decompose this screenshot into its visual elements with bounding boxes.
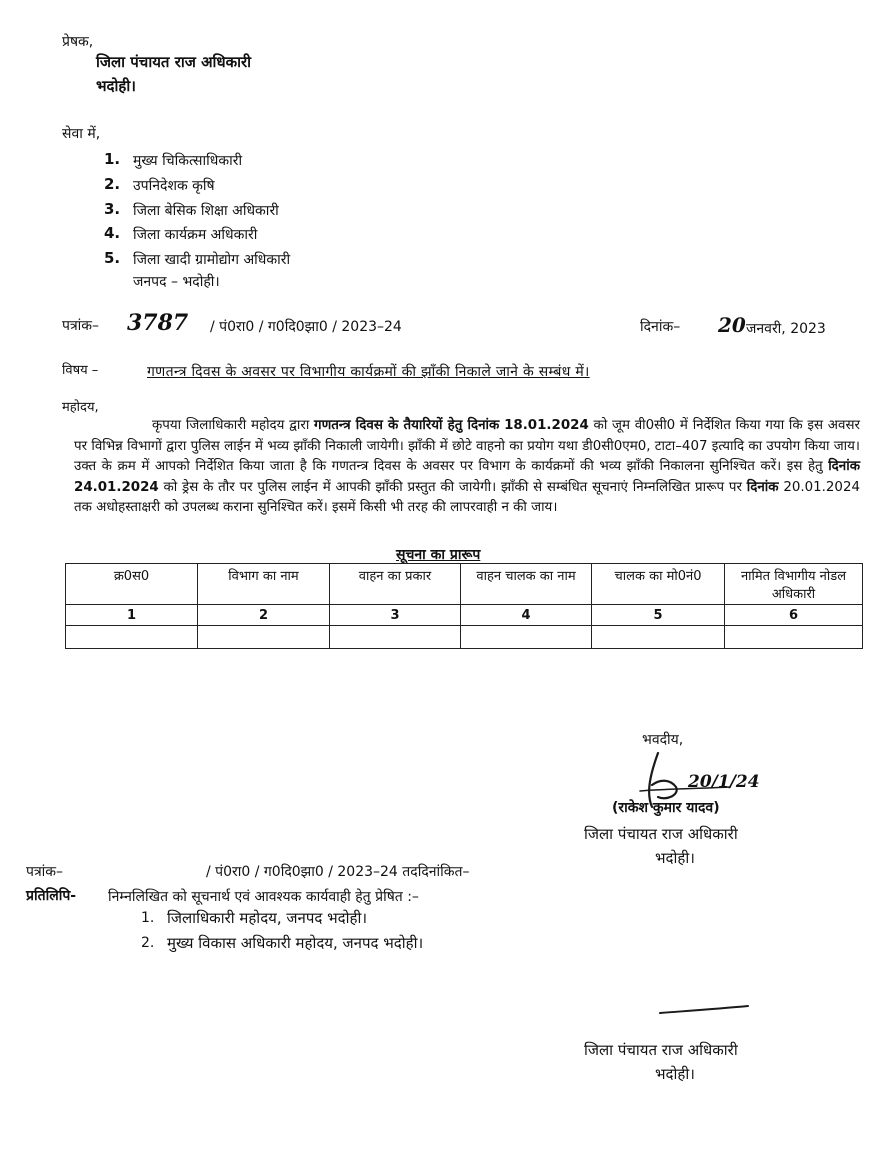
- recipients-label: सेवा में,: [62, 126, 101, 142]
- table-empty-row: [66, 626, 863, 649]
- recipient-num: 5.: [104, 249, 121, 267]
- table-cell: [725, 626, 863, 649]
- table-cell: 1: [66, 605, 198, 626]
- table-cell: 4: [461, 605, 592, 626]
- copy-ref-label: पत्रांक–: [26, 864, 64, 880]
- table-header-cell: नामित विभागीय नोडल अधिकारी: [725, 564, 863, 605]
- table-cell: [592, 626, 725, 649]
- table-cell: [198, 626, 330, 649]
- date-label: दिनांक–: [640, 319, 681, 335]
- recipient-item: जिला खादी ग्रामोद्योग अधिकारी: [133, 252, 291, 268]
- ref-number: 3787: [127, 310, 189, 336]
- body-text: तक अधोहस्ताक्षरी को उपलब्ध कराना सुनिश्चित करें। इसमें किसी भी तरह की लापरवाही न की जाय।: [74, 500, 558, 515]
- recipient-district: जनपद – भदोही।: [133, 274, 220, 290]
- table-number-row: [66, 605, 863, 626]
- table-cell: [461, 626, 592, 649]
- table-cell: [66, 626, 198, 649]
- copy-item-num: 1.: [141, 910, 155, 926]
- recipient-item: उपनिदेशक कृषि: [133, 178, 215, 194]
- table-header-row: [66, 564, 863, 605]
- signatory-place: भदोही।: [655, 849, 695, 867]
- signatory2-designation: जिला पंचायत राज अधिकारी: [584, 1041, 738, 1059]
- signatory-designation: जिला पंचायत राज अधिकारी: [584, 825, 738, 843]
- subject-text: गणतन्त्र दिवस के अवसर पर विभागीय कार्यक्रमों की झाँकी निकाले जाने के सम्बंध में।: [147, 364, 590, 380]
- sender-place: भदोही।: [96, 77, 136, 95]
- table-header-cell: क्र0स0: [66, 564, 198, 605]
- sender-label: प्रेषक,: [62, 34, 94, 50]
- body-paragraph: [74, 416, 860, 519]
- signatory2-place: भदोही।: [655, 1065, 695, 1083]
- ref-suffix: / पं0रा0 / ग0दि0झा0 / 2023–24: [210, 319, 402, 335]
- table-header-cell: चालक का मो0नं0: [592, 564, 725, 605]
- body-text: को जूम वी0सी0 में निर्देशित किया गया कि इस अवसर पर विभिन्न विभागों द्वारा पुलिस लाईन में भव्य झाँकी निकाली जायेगी। झाँकी में छोटे वाहनो का प्रयोग यथा डी0सी0एम0, टाटा–407 इत्यादि का उपयोग किया जाय। उक्त के क्रम में आपको निर्देशित किया जाता है कि गणतन्त्र दिवस के अवसर पर विभाग के कार्यक्रमों की भव्य झाँकी निकालना सुनिश्चित करें। इस हेतु: [74, 418, 860, 474]
- recipient-item: जिला बेसिक शिक्षा अधिकारी: [133, 203, 279, 219]
- body-bold-text: दिनांक: [746, 479, 779, 495]
- table-cell: [330, 626, 461, 649]
- table-header-cell: विभाग का नाम: [198, 564, 330, 605]
- table-cell: 5: [592, 605, 725, 626]
- subject-label: विषय –: [62, 363, 99, 378]
- signature-date: 20/1/24: [688, 772, 760, 792]
- recipient-item: मुख्य चिकित्साधिकारी: [133, 153, 243, 169]
- copy-item-num: 2.: [141, 935, 155, 951]
- copy-label: प्रतिलिपि-: [26, 888, 77, 904]
- salutation: महोदय,: [62, 400, 99, 415]
- sender-designation: जिला पंचायत राज अधिकारी: [96, 53, 252, 71]
- closing: भवदीय,: [642, 732, 684, 748]
- copy-ref-suffix: / पं0रा0 / ग0दि0झा0 / 2023–24 तददिनांकित–: [206, 864, 470, 880]
- table-cell: 3: [330, 605, 461, 626]
- recipient-num: 1.: [104, 150, 121, 168]
- table-header-cell: वाहन का प्रकार: [330, 564, 461, 605]
- copy-intro: निम्नलिखित को सूचनार्थ एवं आवश्यक कार्यवाही हेतु प्रेषित :–: [108, 889, 419, 905]
- recipient-num: 2.: [104, 175, 121, 193]
- date-rest: जनवरी, 2023: [746, 321, 826, 337]
- body-bold-text: गणतन्त्र दिवस के तैयारियों हेतु दिनांक: [314, 418, 500, 433]
- body-text: कृपया जिलाधिकारी महोदय द्वारा: [152, 418, 310, 433]
- date-day: 20: [718, 313, 746, 337]
- info-format-table: [65, 563, 863, 649]
- body-date: 20.01.2024: [783, 479, 860, 495]
- recipient-item: जिला कार्यक्रम अधिकारी: [133, 227, 258, 243]
- ref-label: पत्रांक–: [62, 318, 100, 334]
- body-date: 18.01.2024: [504, 418, 589, 433]
- body-bold-date: दिनांक 24.01.2024: [74, 459, 860, 495]
- table-header-cell: वाहन चालक का नाम: [461, 564, 592, 605]
- table-cell: 2: [198, 605, 330, 626]
- recipient-num: 3.: [104, 200, 121, 218]
- signatory-name: (राकेश कुमार यादव): [612, 800, 720, 816]
- copy-item: जिलाधिकारी महोदय, जनपद भदोही।: [167, 909, 368, 927]
- signature-stroke: [656, 1000, 756, 1020]
- body-text: को ड्रेस के तौर पर पुलिस लाईन में आपकी झाँकी प्रस्तुत की जायेगी। झाँकी से सम्बंधित सूचनाएं निम्नलिखित प्रारूप पर: [163, 479, 742, 495]
- copy-item: मुख्य विकास अधिकारी महोदय, जनपद भदोही।: [167, 934, 424, 952]
- recipient-num: 4.: [104, 224, 121, 242]
- table-cell: 6: [725, 605, 863, 626]
- form-title: सूचना का प्रारूप: [396, 547, 481, 563]
